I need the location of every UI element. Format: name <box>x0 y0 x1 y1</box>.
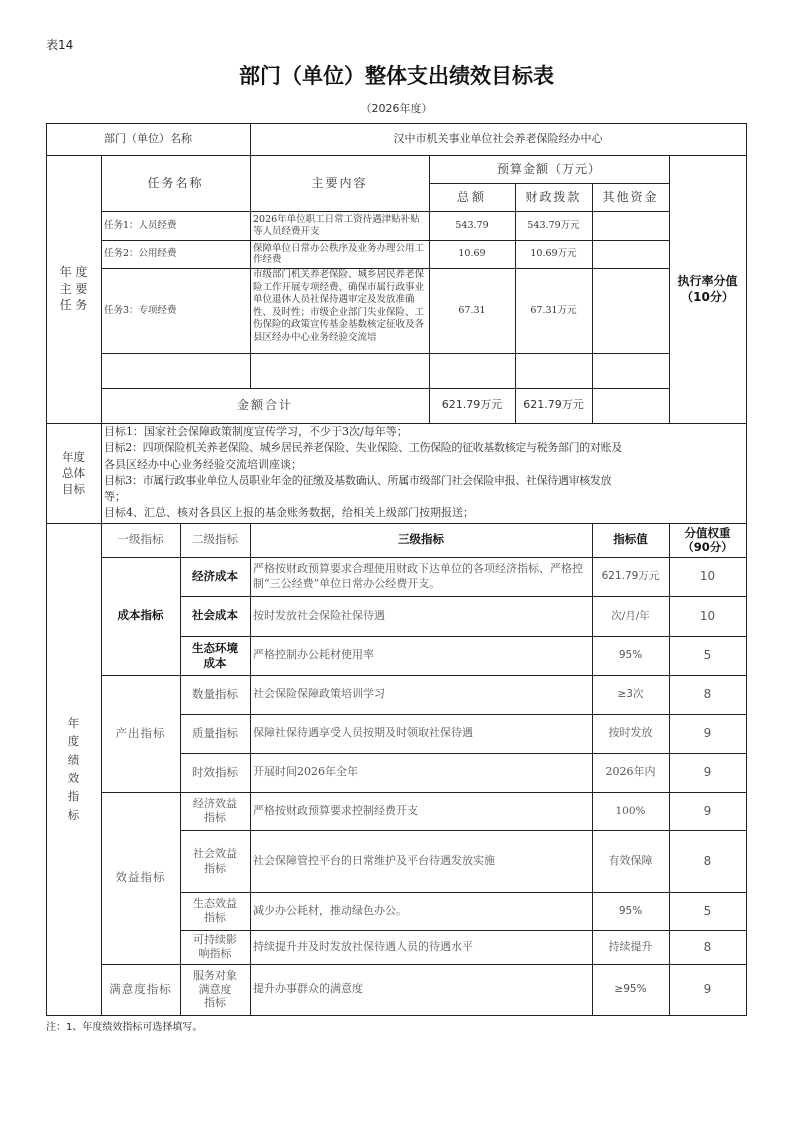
col-task-name: 任务名称 <box>147 175 204 190</box>
level3-cell: 保障社保待遇享受人员按期及时领取社保待遇 <box>253 726 473 740</box>
level2-line: 经济效益 <box>193 796 237 810</box>
task-fiscal: 543.79万元 <box>527 219 580 231</box>
indicators-label-char: 标 <box>67 807 80 822</box>
task-content <box>250 353 429 388</box>
level3-cell: 按时发放社会保险社保待遇 <box>253 608 385 622</box>
exec-rate-points: （10分） <box>681 290 734 304</box>
level2-cell: 数量指标 <box>192 686 238 701</box>
grid-line <box>101 675 747 676</box>
task-other <box>592 353 669 388</box>
grid-line <box>250 155 251 388</box>
table-border <box>46 1015 747 1016</box>
grid-line <box>46 523 747 524</box>
weight-cell: 10 <box>699 608 716 623</box>
level2-cell: 经济成本 <box>192 568 238 583</box>
value-cell: ≥95% <box>614 983 647 996</box>
level1-benefit: 效益指标 <box>115 870 166 885</box>
value-cell: 有效保障 <box>608 853 653 867</box>
level2-line: 指标 <box>204 996 226 1010</box>
sum-label: 金额合计 <box>236 398 293 413</box>
col-weight-label: 分值权重 <box>684 525 731 540</box>
goal-line: 目标3：市属行政事业单位人员职业年金的征缴及基数确认、所属市级部门社会保险申报、社保待遇审核发放 <box>104 473 612 487</box>
weight-cell: 8 <box>703 853 712 868</box>
level1-satisfaction: 满意度指标 <box>109 981 172 996</box>
dept-value: 汉中市机关事业单位社会养老保险经办中心 <box>393 131 603 145</box>
task-other <box>592 240 669 268</box>
goal-line: 目标1：国家社会保障政策制度宣传学习，不少于3次/每年等； <box>104 425 408 438</box>
value-cell: 95% <box>618 649 643 662</box>
level2-cell <box>180 636 250 675</box>
goals-text <box>104 424 746 523</box>
level3-cell: 提升办事群众的满意度 <box>253 982 363 996</box>
goal-line: 目标2：四项保险机关养老保险、城乡居民养老保险、失业保险、工伤保险的征收基数核定与税务部门的对账及 <box>104 441 622 455</box>
indicators-label-char: 度 <box>67 734 80 749</box>
task-content: 保障单位日常办公秩序及业务办理公用工作经费 <box>253 242 425 265</box>
indicators-section-label <box>46 523 101 1015</box>
grid-line <box>180 930 747 931</box>
sum-fiscal: 621.79万元 <box>523 398 584 412</box>
grid-line <box>429 183 669 184</box>
level2-line: 指标 <box>204 862 226 875</box>
sum-total: 621.79万元 <box>441 398 503 412</box>
level3-cell: 社会保障管控平台的日常维护及平台待遇发放实施 <box>253 853 495 867</box>
level2-cell <box>180 792 250 830</box>
weight-cell: 8 <box>703 687 712 702</box>
indicators-label-char: 绩 <box>67 752 80 767</box>
task-content: 2026年单位职工日常工资待遇津贴补贴等人员经费开支 <box>253 214 420 237</box>
level3-cell: 严格控制办公耗材使用率 <box>253 648 374 662</box>
weight-cell: 5 <box>703 648 712 663</box>
grid-line <box>101 353 669 354</box>
level3-cell: 减少办公耗材，推动绿色办公。 <box>253 903 407 917</box>
col-level2: 二级指标 <box>192 532 238 547</box>
goals-label-line: 总体 <box>62 465 85 480</box>
level1-cost: 成本指标 <box>117 608 164 623</box>
value-cell: 2026年内 <box>605 765 656 779</box>
task-other <box>592 268 669 353</box>
level2-cell <box>180 930 250 964</box>
tasks-section-label <box>46 155 101 423</box>
value-cell: 95% <box>618 904 643 917</box>
value-cell: 按时发放 <box>608 726 653 740</box>
col-weight-points: （90分） <box>682 540 733 554</box>
table-border <box>746 123 747 1016</box>
col-value: 指标值 <box>613 532 648 547</box>
level2-line: 生态效益 <box>193 896 237 910</box>
grid-line <box>180 636 747 637</box>
grid-line <box>180 596 747 597</box>
exec-rate-label: 执行率分值 <box>677 273 738 288</box>
task-content: 市级部门机关养老保险、城乡居民养老保险工作开展专项经费、确保市属行政事业单位退休人员社保待遇审定及发放准确性、及时性；市级企业部门失业保险、工伤保险的政策宣传基金基数核定征收及各县区经办中心业务经验交流培 <box>253 269 425 343</box>
exec-rate-score <box>669 155 746 423</box>
grid-line <box>250 123 251 155</box>
tasks-label-line: 任 务 <box>59 298 88 313</box>
value-cell: ≥3次 <box>617 688 644 701</box>
level3-cell: 持续提升并及时发放社保待遇人员的待遇水平 <box>253 939 473 953</box>
value-cell: 次/月/年 <box>611 609 650 622</box>
level2-line: 指标 <box>204 811 226 824</box>
col-content: 主要内容 <box>311 175 368 190</box>
task-name: 任务1：人员经费 <box>104 219 177 231</box>
grid-line <box>101 964 747 965</box>
page-title: 部门（单位）整体支出绩效目标表 <box>239 64 554 88</box>
level2-cell: 质量指标 <box>192 725 238 740</box>
sum-other <box>592 388 669 423</box>
task-name <box>101 353 250 388</box>
grid-line <box>101 388 669 389</box>
value-cell: 持续提升 <box>608 939 653 953</box>
grid-line <box>46 155 747 156</box>
grid-line <box>101 155 102 1016</box>
indicators-label-char: 效 <box>67 771 80 785</box>
grid-line <box>669 155 670 423</box>
grid-line <box>592 523 593 1016</box>
level3-cell: 开展时间2026年全年 <box>253 765 358 779</box>
indicators-label-char: 指 <box>67 789 80 804</box>
indicators-label-char: 年 <box>67 715 80 730</box>
grid-line <box>180 714 747 715</box>
grid-line <box>101 240 669 241</box>
level3-cell: 社会保险保障政策培训学习 <box>253 687 385 701</box>
goal-line: 等； <box>104 490 126 504</box>
level1-output: 产出指标 <box>115 725 166 740</box>
level2-line: 服务对象 <box>193 968 237 982</box>
grid-line <box>46 423 747 424</box>
weight-cell: 5 <box>703 903 712 918</box>
level2-cell: 时效指标 <box>192 764 238 779</box>
col-level3: 三级指标 <box>398 532 444 547</box>
grid-line <box>592 183 593 423</box>
level2-line: 成本 <box>203 655 227 670</box>
col-other: 其他资金 <box>602 189 659 204</box>
grid-line <box>101 557 747 558</box>
level2-line: 生态环境 <box>192 641 238 656</box>
grid-line <box>515 183 516 423</box>
level2-cell <box>180 830 250 892</box>
level2-line: 满意度 <box>198 982 232 996</box>
grid-line <box>180 830 747 831</box>
task-fiscal: 10.69万元 <box>530 248 577 260</box>
task-fiscal: 67.31万元 <box>530 304 577 316</box>
table-border <box>46 123 747 124</box>
weight-cell: 9 <box>703 765 712 780</box>
grid-line <box>101 268 669 269</box>
task-name: 任务2：公用经费 <box>104 248 177 260</box>
tasks-label-line: 年 度 <box>59 264 88 279</box>
col-level1: 一级指标 <box>117 532 164 547</box>
tasks-label-line: 主 要 <box>59 281 88 296</box>
level2-line: 可持续影 <box>193 932 237 946</box>
level3-cell: 严格按财政预算要求合理使用财政下达单位的各项经济指标、严格控制“三公经费”单位日常办公经费开支。 <box>253 561 583 590</box>
value-cell: 100% <box>615 804 646 817</box>
grid-line <box>669 523 670 1016</box>
footnote: 注：1、年度绩效指标可选择填写。 <box>46 1022 203 1033</box>
level3-cell: 严格按财政预算要求控制经费开支 <box>253 803 418 817</box>
goal-line: 目标4、汇总、核对各县区上报的基金账务数据，给相关上级部门按期报送； <box>104 506 474 520</box>
table-border <box>46 123 47 1016</box>
goal-line: 各县区经办中心业务经验交流培训座谈； <box>104 457 302 471</box>
task-name: 任务3：专项经费 <box>104 304 177 316</box>
weight-cell: 9 <box>703 726 712 741</box>
task-total: 10.69 <box>458 248 486 260</box>
task-other <box>592 211 669 240</box>
col-weight <box>669 523 746 557</box>
level2-cell <box>180 892 250 930</box>
level2-cell <box>180 964 250 1015</box>
goals-label-line: 年度 <box>62 449 85 464</box>
grid-line <box>180 892 747 893</box>
task-total: 543.79 <box>455 219 489 231</box>
task-total <box>429 353 515 388</box>
level2-line: 指标 <box>204 911 226 924</box>
grid-line <box>250 523 251 1016</box>
goals-label-line: 目标 <box>62 482 85 497</box>
year-note: （2026年度） <box>360 102 433 115</box>
grid-line <box>180 523 181 1016</box>
table-number: 表14 <box>46 38 74 52</box>
col-fiscal: 财政拨款 <box>525 189 582 204</box>
level2-cell: 社会成本 <box>192 608 238 623</box>
task-fiscal <box>515 353 592 388</box>
weight-cell: 8 <box>703 939 712 954</box>
level2-line: 响指标 <box>198 947 232 960</box>
col-total: 总额 <box>456 189 487 204</box>
level2-line: 社会效益 <box>193 846 237 860</box>
dept-label: 部门（单位）名称 <box>104 131 192 145</box>
weight-cell: 9 <box>703 982 712 997</box>
grid-line <box>429 155 430 423</box>
weight-cell: 10 <box>699 569 716 584</box>
grid-line <box>101 211 669 212</box>
goals-section-label <box>46 423 101 523</box>
grid-line <box>101 792 747 793</box>
weight-cell: 9 <box>703 803 712 818</box>
task-total: 67.31 <box>458 304 486 316</box>
value-cell: 621.79万元 <box>601 570 660 583</box>
col-budget: 预算金额（万元） <box>496 161 601 176</box>
grid-line <box>180 753 747 754</box>
